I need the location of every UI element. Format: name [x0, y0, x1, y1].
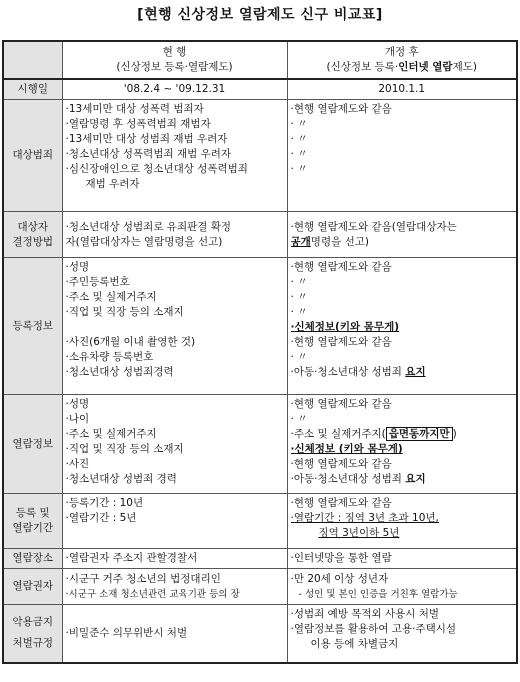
header-revised-subtitle-pre: (신상정보 등록· — [326, 61, 399, 73]
text-line: ·청소년대상 성범죄로 유죄판결 확정 — [65, 220, 231, 233]
text-line — [291, 365, 514, 380]
text-line: ·주소 및 실제거주지 — [65, 428, 157, 440]
text-line: ·주민등록번호 — [65, 276, 130, 288]
text-line: ·현행 열람제도와 같음 — [290, 497, 392, 509]
revised-effective-date: 2010.1.1 — [287, 79, 517, 100]
current-decision-method — [62, 212, 287, 258]
text-line: · 〃 — [290, 133, 308, 145]
text-line — [291, 472, 514, 487]
revised-registration-info — [287, 258, 517, 395]
text-line: ·주소 및 실제거주지 — [65, 291, 157, 303]
label-line: 처벌규정 — [12, 637, 54, 650]
revised-period — [287, 494, 517, 549]
revised-viewers — [287, 569, 517, 605]
text-line: ·등록기간 : 10년 — [65, 497, 144, 509]
header-revised-subtitle-bold: 인터넷 열람 — [398, 61, 453, 73]
text-line: ·성범죄 예방 목적외 사용시 처벌 — [290, 608, 440, 620]
label-viewers: 열람권자 — [3, 569, 62, 605]
text-line: ·현행 열람제도와 같음 — [290, 336, 392, 348]
row-viewing-info — [3, 395, 517, 494]
text-line: ·직업 및 직장 등의 소재지 — [65, 306, 184, 318]
text-pre: ·아동·청소년대상 성범죄 — [290, 473, 402, 485]
text-line: ·13세미만 대상 성범죄 재범 우려자 — [65, 133, 228, 145]
text-line: ·소유차량 등록번호 — [65, 351, 154, 363]
text-line: ·성명 — [65, 398, 90, 410]
label-line: 결정방법 — [12, 235, 54, 248]
bold-keyword: 요지 — [405, 473, 426, 485]
text-line: 재범 우려자 — [85, 178, 140, 190]
revised-viewing-info — [287, 395, 517, 494]
text-line: ·시군구 소재 청소년관련 교육기관 등의 장 — [65, 588, 240, 600]
revised-decision-method — [287, 212, 517, 258]
header-current-title: 현 행 — [162, 46, 187, 58]
label-line: 열람기간 — [12, 522, 54, 534]
table-header-row — [3, 41, 517, 79]
text-post: ) — [452, 428, 457, 440]
text-line: ·성명 — [65, 261, 90, 273]
label-effective-date: 시행일 — [3, 79, 62, 100]
header-revised-subtitle-post: 제도) — [452, 61, 477, 73]
text-line: ·만 20세 이상 성년자 — [290, 572, 389, 585]
current-viewing-info — [62, 395, 287, 494]
text-line: ·심신장애인으로 청소년대상 성폭력범죄 — [65, 163, 248, 175]
label-viewing-info: 열람정보 — [3, 395, 62, 494]
text-line: ·현행 열람제도와 같음 — [290, 103, 392, 115]
text-line-underlined: ·열람기간 : 징역 3년 초과 10년, — [290, 512, 439, 524]
page-title: [현행 신상정보 열람제도 신구 비교표] — [137, 7, 383, 23]
label-registration-info: 등록정보 — [3, 258, 62, 395]
text-line — [291, 427, 514, 442]
text-line: ·현행 열람제도와 같음 — [290, 261, 392, 273]
text-pre: ·아동·청소년대상 성범죄 — [290, 366, 402, 378]
row-viewing-place — [3, 549, 517, 569]
row-viewers — [3, 569, 517, 605]
bold-keyword: 요지 — [405, 366, 426, 378]
text-line — [291, 526, 514, 541]
text-line: ·현행 열람제도와 같음 — [290, 398, 392, 410]
label-viewing-place: 열람장소 — [3, 549, 62, 569]
revised-viewing-place: ·인터넷망을 통한 열람 — [287, 549, 517, 569]
text-line: ·사진(6개월 이내 촬영한 것) — [65, 336, 196, 348]
text-line: · 〃 — [290, 351, 308, 363]
text-line: ·직업 및 직장 등의 소재지 — [65, 443, 184, 455]
label-target-crimes: 대상범죄 — [3, 100, 62, 212]
header-corner — [3, 41, 62, 79]
header-revised-title: 개정 후 — [384, 46, 419, 58]
text-line — [66, 320, 284, 335]
text-pre: ·주소 및 실제거주지( — [290, 428, 386, 440]
label-decision-method — [3, 212, 62, 258]
text-underlined: 징역 3년이하 5년 — [318, 527, 400, 539]
text-line: · 〃 — [290, 148, 308, 160]
boxed-keyword: 읍면동까지만 — [386, 427, 453, 441]
header-current-subtitle: (신상정보 등록·열람제도) — [116, 61, 233, 73]
text-line: ·열람정보를 활용하여 고용·주택시설 — [290, 623, 456, 635]
text-line: ·나이 — [65, 413, 90, 425]
text-line: ·현행 열람제도와 같음(열람대상자는 — [290, 220, 457, 233]
text-line: · 〃 — [290, 291, 308, 303]
text-line: ·열람명령 후 성폭력범죄 재범자 — [65, 118, 211, 130]
current-target-crimes — [62, 100, 287, 212]
label-line: 등록 및 — [15, 507, 50, 519]
row-decision-method — [3, 212, 517, 258]
text-line: · 〃 — [290, 276, 308, 288]
header-current — [62, 41, 287, 79]
header-revised — [287, 41, 517, 79]
text-line: ·열람기간 : 5년 — [65, 512, 137, 524]
text-line: · 〃 — [290, 413, 308, 425]
label-period — [3, 494, 62, 549]
text-line: 이용 등에 차별금지 — [310, 638, 399, 650]
text-line: · 〃 — [290, 163, 308, 175]
revised-penalty — [287, 605, 517, 663]
row-effective-date — [3, 79, 517, 100]
current-viewers — [62, 569, 287, 605]
text-line: 자(열람대상자는 열람명령을 선고) — [65, 235, 223, 248]
text-line: - 성인 및 본인 인증을 거친후 열람가능 — [298, 588, 458, 600]
bold-keyword: 공개 — [290, 235, 311, 248]
current-penalty: ·비밀준수 의무위반시 처벌 — [62, 605, 287, 663]
label-line: 악용금지 — [12, 616, 54, 629]
label-penalty — [3, 605, 62, 663]
text-line: · 〃 — [290, 306, 308, 318]
text-line-bold: ·신체정보 (키와 몸무게) — [290, 443, 403, 455]
text-rest: 명령을 선고) — [310, 235, 369, 248]
current-effective-date: '08.2.4 ~ '09.12.31 — [62, 79, 287, 100]
current-period — [62, 494, 287, 549]
label-line: 대상자 — [17, 220, 48, 233]
text-line-bold: ·신체정보(키와 몸무게) — [290, 321, 400, 333]
text-line — [291, 235, 514, 250]
comparison-table — [2, 40, 518, 664]
text-line: ·사진 — [65, 458, 90, 470]
text-line: ·청소년대상 성범죄 경력 — [65, 473, 177, 485]
text-line: ·시군구 거주 청소년의 법정대리인 — [65, 572, 221, 585]
row-target-crimes — [3, 100, 517, 212]
text-line: ·13세미만 대상 성폭력 범죄자 — [65, 103, 204, 115]
revised-target-crimes — [287, 100, 517, 212]
current-registration-info — [62, 258, 287, 395]
text-line: · 〃 — [290, 118, 308, 130]
header-revised-subtitle — [288, 60, 517, 75]
text-line: ·현행 열람제도와 같음 — [290, 458, 392, 470]
text-line: ·청소년대상 성폭력범죄 재범 우려자 — [65, 148, 231, 160]
current-viewing-place: ·열람권자 주소지 관할경찰서 — [62, 549, 287, 569]
row-penalty — [3, 605, 517, 663]
row-period — [3, 494, 517, 549]
row-registration-info — [3, 258, 517, 395]
text-line: ·청소년대상 성범죄경력 — [65, 366, 174, 378]
